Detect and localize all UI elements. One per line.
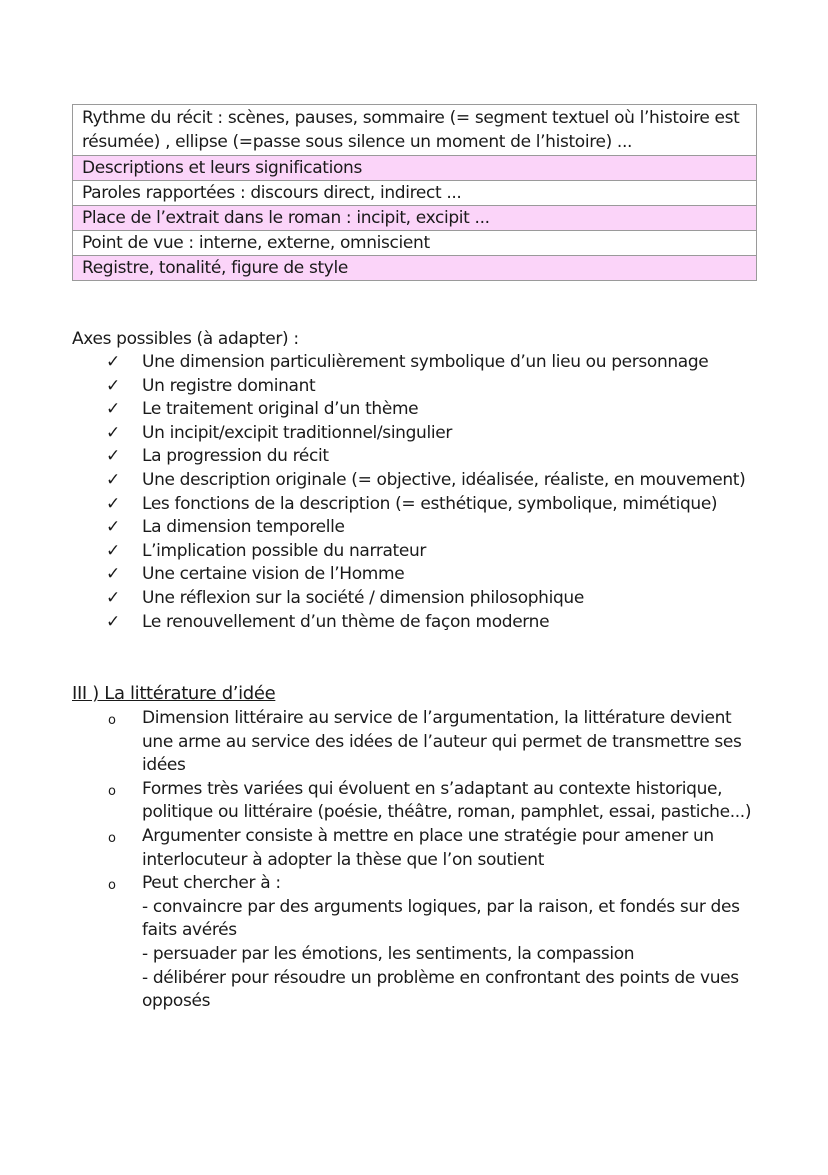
- list-item: [0, 351, 828, 375]
- list-item-text: L’implication possible du narrateur: [142, 540, 427, 561]
- checkmark-icon: ✓: [106, 540, 120, 561]
- checkmark-icon: ✓: [106, 446, 120, 467]
- list-item: [0, 778, 828, 825]
- list-item: [0, 469, 828, 493]
- list-item-text: La dimension temporelle: [142, 517, 345, 538]
- list-item: [0, 540, 828, 564]
- sub-item: - persuader par les émotions, les sentiments, la compassion: [142, 943, 635, 964]
- list-item: [0, 375, 828, 399]
- checkmark-icon: ✓: [106, 352, 120, 372]
- table-row: [73, 181, 757, 206]
- list-item: [0, 422, 828, 446]
- list-item-text: Une certaine vision de l’Homme: [142, 564, 405, 585]
- checkmark-icon: ✓: [106, 399, 120, 420]
- table-row: [73, 156, 757, 181]
- checkmark-icon: ✓: [106, 375, 120, 396]
- table-row: [73, 231, 757, 256]
- list-item-text: Une description originale (= objective, idéalisée, réaliste, en mouvement): [142, 469, 746, 490]
- circle-bullet-icon: o: [108, 878, 116, 894]
- analysis-criteria-table: [72, 104, 757, 281]
- table-row: [73, 105, 757, 156]
- list-item: [0, 398, 828, 422]
- axes-heading: Axes possibles (à adapter) :: [72, 329, 299, 349]
- list-item: [0, 872, 828, 1014]
- list-item: [0, 563, 828, 587]
- table-cell: Place de l’extrait dans le roman : incipit, excipit ...: [73, 206, 757, 231]
- checkmark-icon: ✓: [106, 564, 120, 585]
- list-item-text: Une réflexion sur la société / dimension philosophique: [142, 587, 584, 608]
- list-item: [0, 493, 828, 517]
- sub-item: - convaincre par des arguments logiques, par la raison, et fondés sur des faits avérés: [142, 896, 740, 941]
- table-row: [73, 206, 757, 231]
- list-item-text: Peut chercher à :: [142, 873, 281, 894]
- list-item-text: La progression du récit: [142, 446, 329, 467]
- circle-bullet-icon: o: [108, 830, 116, 846]
- checkmark-icon: ✓: [106, 587, 120, 608]
- table-cell: Point de vue : interne, externe, omniscient: [73, 231, 757, 256]
- circle-bullet-icon: o: [108, 713, 116, 728]
- list-item-text: Le renouvellement d’un thème de façon moderne: [142, 611, 550, 632]
- axes-checklist: [0, 351, 828, 634]
- section-bullet-list: [0, 707, 828, 1014]
- table-row: [73, 256, 757, 281]
- list-item-text: Une dimension particulièrement symbolique d’un lieu ou personnage: [142, 352, 709, 372]
- list-item-text: Formes très variées qui évoluent en s’adaptant au contexte historique, politique ou littéraire (poésie, théâtre, roman, pamphlet, essai, pastiche...): [142, 778, 752, 823]
- list-item: [0, 516, 828, 540]
- list-item: [0, 587, 828, 611]
- list-item-text: Dimension littéraire au service de l’argumentation, la littérature devient une arme au service des idées de l’auteur qui permet de transmettre ses idées: [142, 708, 742, 776]
- list-item: [0, 707, 828, 778]
- section-title: III ) La littérature d’idée: [72, 683, 276, 704]
- list-item: [0, 825, 828, 872]
- list-item: [0, 445, 828, 469]
- table-cell: Paroles rapportées : discours direct, indirect ...: [73, 181, 757, 206]
- list-item-text: Les fonctions de la description (= esthétique, symbolique, mimétique): [142, 493, 718, 514]
- table-cell: Rythme du récit : scènes, pauses, sommaire (= segment textuel où l’histoire est résumée) , ellipse (=passe sous silence un moment de l’histoire) ...: [73, 105, 757, 156]
- table-cell: Registre, tonalité, figure de style: [73, 256, 757, 281]
- table-cell: Descriptions et leurs significations: [73, 156, 757, 181]
- checkmark-icon: ✓: [106, 493, 120, 514]
- list-item-text: Argumenter consiste à mettre en place une stratégie pour amener un interlocuteur à adopter la thèse que l’on soutient: [142, 825, 714, 870]
- list-item-text: Un incipit/excipit traditionnel/singulier: [142, 422, 452, 443]
- list-item-text: Le traitement original d’un thème: [142, 399, 419, 420]
- checkmark-icon: ✓: [106, 611, 120, 632]
- circle-bullet-icon: o: [108, 783, 116, 799]
- checkmark-icon: ✓: [106, 469, 120, 490]
- list-item: [0, 611, 828, 635]
- sub-item: - délibérer pour résoudre un problème en confrontant des points de vues opposés: [142, 967, 739, 1012]
- checkmark-icon: ✓: [106, 422, 120, 443]
- checkmark-icon: ✓: [106, 517, 120, 538]
- list-item-text: Un registre dominant: [142, 375, 316, 396]
